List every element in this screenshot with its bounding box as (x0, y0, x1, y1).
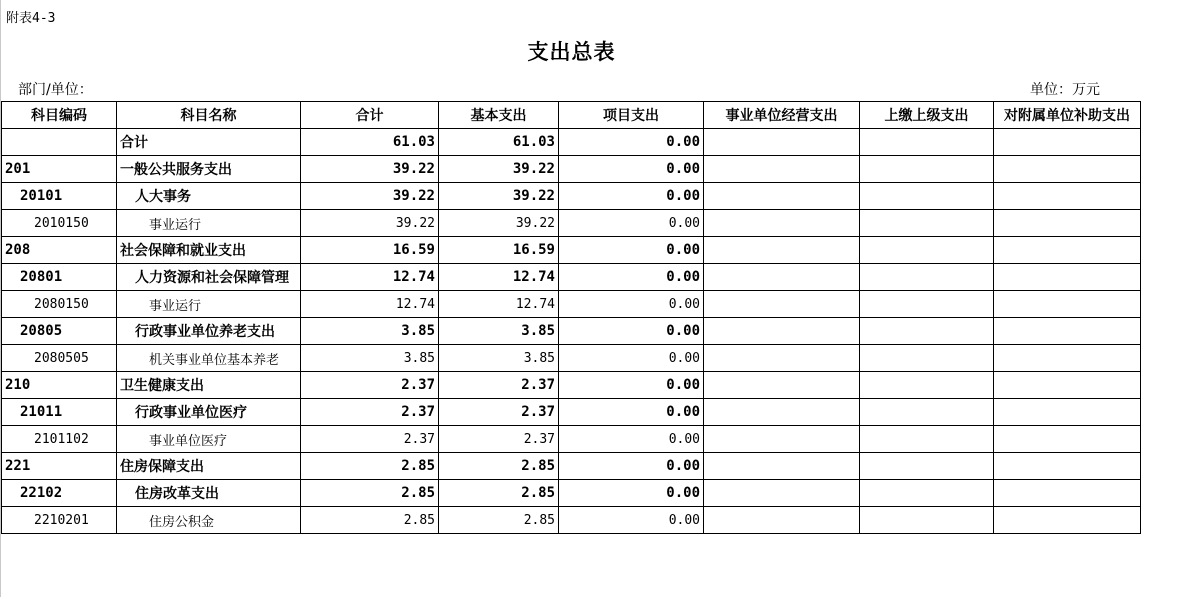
cell-business[interactable] (704, 399, 860, 426)
cell-total[interactable]: 16.59 (301, 237, 439, 264)
cell-business[interactable] (704, 507, 860, 534)
cell-business[interactable] (704, 345, 860, 372)
cell-business[interactable] (704, 453, 860, 480)
cell-remit[interactable] (860, 480, 994, 507)
table-row[interactable] (2, 399, 1141, 426)
department-label: 部门/单位： (18, 82, 93, 98)
page-title: 支出总表 (527, 40, 616, 64)
cell-basic[interactable]: 2.85 (439, 453, 559, 480)
cell-subsidy[interactable] (994, 426, 1141, 453)
cell-subsidy[interactable] (994, 183, 1141, 210)
cell-project[interactable]: 0.00 (559, 237, 704, 264)
cell-total[interactable]: 61.03 (301, 129, 439, 156)
cell-business[interactable] (704, 156, 860, 183)
cell-code[interactable]: 2080505 (2, 345, 117, 372)
cell-subsidy[interactable] (994, 264, 1141, 291)
cell-total[interactable]: 3.85 (301, 345, 439, 372)
cell-remit[interactable] (860, 129, 994, 156)
cell-basic[interactable]: 2.85 (439, 480, 559, 507)
col-header-remit: 上缴上级支出 (860, 102, 994, 129)
cell-basic[interactable]: 2.37 (439, 426, 559, 453)
col-header-code: 科目编码 (2, 102, 117, 129)
table-row[interactable] (2, 345, 1141, 372)
cell-remit[interactable] (860, 318, 994, 345)
cell-remit[interactable] (860, 291, 994, 318)
col-header-project: 项目支出 (559, 102, 704, 129)
cell-code[interactable]: 2210201 (2, 507, 117, 534)
cell-code[interactable]: 210 (2, 372, 117, 399)
table-row[interactable] (2, 264, 1141, 291)
cell-name[interactable]: 住房保障支出 (117, 453, 301, 480)
cell-basic[interactable]: 16.59 (439, 237, 559, 264)
cell-name[interactable]: 事业单位医疗 (117, 426, 301, 453)
table-row[interactable] (2, 426, 1141, 453)
cell-business[interactable] (704, 264, 860, 291)
col-header-basic: 基本支出 (439, 102, 559, 129)
table-row[interactable] (2, 210, 1141, 237)
cell-subsidy[interactable] (994, 372, 1141, 399)
cell-basic[interactable]: 39.22 (439, 156, 559, 183)
cell-project[interactable]: 0.00 (559, 345, 704, 372)
cell-basic[interactable]: 39.22 (439, 210, 559, 237)
cell-subsidy[interactable] (994, 237, 1141, 264)
col-header-name: 科目名称 (117, 102, 301, 129)
table-row[interactable] (2, 318, 1141, 345)
cell-code[interactable]: 22102 (2, 480, 117, 507)
cell-code[interactable] (2, 129, 117, 156)
cell-total[interactable]: 2.85 (301, 480, 439, 507)
cell-remit[interactable] (860, 507, 994, 534)
cell-subsidy[interactable] (994, 480, 1141, 507)
cell-code[interactable]: 2080150 (2, 291, 117, 318)
cell-project[interactable]: 0.00 (559, 399, 704, 426)
cell-business[interactable] (704, 129, 860, 156)
table-row[interactable] (2, 507, 1141, 534)
col-header-total: 合计 (301, 102, 439, 129)
cell-remit[interactable] (860, 453, 994, 480)
col-header-business: 事业单位经营支出 (704, 102, 860, 129)
expenditure-table (1, 101, 1141, 534)
table-row[interactable] (2, 372, 1141, 399)
cell-total[interactable]: 2.85 (301, 507, 439, 534)
unit-label: 单位：万元 (1030, 82, 1100, 98)
cell-total[interactable]: 2.37 (301, 399, 439, 426)
cell-total[interactable]: 39.22 (301, 210, 439, 237)
cell-remit[interactable] (860, 426, 994, 453)
cell-basic[interactable]: 2.85 (439, 507, 559, 534)
table-body (2, 129, 1141, 534)
cell-remit[interactable] (860, 237, 994, 264)
cell-project[interactable]: 0.00 (559, 156, 704, 183)
cell-project[interactable]: 0.00 (559, 453, 704, 480)
cell-name[interactable]: 事业运行 (117, 291, 301, 318)
table-row[interactable] (2, 480, 1141, 507)
cell-basic[interactable]: 2.37 (439, 399, 559, 426)
cell-business[interactable] (704, 372, 860, 399)
cell-code[interactable]: 20801 (2, 264, 117, 291)
cell-remit[interactable] (860, 399, 994, 426)
cell-total[interactable]: 2.37 (301, 426, 439, 453)
cell-basic[interactable]: 39.22 (439, 183, 559, 210)
cell-subsidy[interactable] (994, 318, 1141, 345)
cell-project[interactable]: 0.00 (559, 264, 704, 291)
cell-business[interactable] (704, 480, 860, 507)
cell-subsidy[interactable] (994, 507, 1141, 534)
cell-code[interactable]: 201 (2, 156, 117, 183)
cell-subsidy[interactable] (994, 345, 1141, 372)
cell-basic[interactable]: 3.85 (439, 345, 559, 372)
cell-code[interactable]: 2010150 (2, 210, 117, 237)
cell-project[interactable]: 0.00 (559, 291, 704, 318)
cell-business[interactable] (704, 237, 860, 264)
cell-code[interactable]: 221 (2, 453, 117, 480)
cell-business[interactable] (704, 426, 860, 453)
table-row[interactable] (2, 183, 1141, 210)
table-header-row (2, 102, 1141, 129)
cell-name[interactable]: 事业运行 (117, 210, 301, 237)
cell-name[interactable]: 住房公积金 (117, 507, 301, 534)
cell-subsidy[interactable] (994, 210, 1141, 237)
cell-remit[interactable] (860, 372, 994, 399)
col-header-subsidy: 对附属单位补助支出 (994, 102, 1141, 129)
cell-subsidy[interactable] (994, 156, 1141, 183)
cell-total[interactable]: 3.85 (301, 318, 439, 345)
table-row[interactable] (2, 453, 1141, 480)
cell-name[interactable]: 人大事务 (117, 183, 301, 210)
cell-total[interactable]: 12.74 (301, 264, 439, 291)
cell-subsidy[interactable] (994, 129, 1141, 156)
cell-total[interactable]: 12.74 (301, 291, 439, 318)
cell-subsidy[interactable] (994, 291, 1141, 318)
cell-remit[interactable] (860, 210, 994, 237)
cell-name[interactable]: 卫生健康支出 (117, 372, 301, 399)
cell-name[interactable]: 一般公共服务支出 (117, 156, 301, 183)
cell-subsidy[interactable] (994, 453, 1141, 480)
cell-subsidy[interactable] (994, 399, 1141, 426)
appendix-label: 附表4-3 (6, 11, 56, 26)
cell-basic[interactable]: 12.74 (439, 291, 559, 318)
cell-basic[interactable]: 61.03 (439, 129, 559, 156)
cell-remit[interactable] (860, 183, 994, 210)
cell-business[interactable] (704, 183, 860, 210)
cell-basic[interactable]: 12.74 (439, 264, 559, 291)
cell-total[interactable]: 39.22 (301, 156, 439, 183)
cell-project[interactable]: 0.00 (559, 210, 704, 237)
cell-code[interactable]: 208 (2, 237, 117, 264)
cell-remit[interactable] (860, 156, 994, 183)
cell-business[interactable] (704, 318, 860, 345)
cell-name[interactable]: 社会保障和就业支出 (117, 237, 301, 264)
cell-name[interactable]: 行政事业单位养老支出 (117, 318, 301, 345)
cell-project[interactable]: 0.00 (559, 426, 704, 453)
cell-name[interactable]: 住房改革支出 (117, 480, 301, 507)
cell-project[interactable]: 0.00 (559, 318, 704, 345)
table-row[interactable] (2, 291, 1141, 318)
cell-total[interactable]: 2.85 (301, 453, 439, 480)
cell-project[interactable]: 0.00 (559, 372, 704, 399)
cell-code[interactable]: 20805 (2, 318, 117, 345)
table-row[interactable] (2, 129, 1141, 156)
cell-total[interactable]: 39.22 (301, 183, 439, 210)
table-row[interactable] (2, 237, 1141, 264)
cell-name[interactable]: 合计 (117, 129, 301, 156)
cell-basic[interactable]: 3.85 (439, 318, 559, 345)
cell-project[interactable]: 0.00 (559, 183, 704, 210)
cell-business[interactable] (704, 210, 860, 237)
cell-name[interactable]: 机关事业单位基本养老 (117, 345, 301, 372)
cell-project[interactable]: 0.00 (559, 507, 704, 534)
cell-code[interactable]: 21011 (2, 399, 117, 426)
cell-business[interactable] (704, 291, 860, 318)
cell-code[interactable]: 2101102 (2, 426, 117, 453)
table-row[interactable] (2, 156, 1141, 183)
cell-project[interactable]: 0.00 (559, 480, 704, 507)
cell-code[interactable]: 20101 (2, 183, 117, 210)
cell-total[interactable]: 2.37 (301, 372, 439, 399)
cell-basic[interactable]: 2.37 (439, 372, 559, 399)
cell-name[interactable]: 行政事业单位医疗 (117, 399, 301, 426)
cell-remit[interactable] (860, 264, 994, 291)
cell-name[interactable]: 人力资源和社会保障管理 (117, 264, 301, 291)
cell-project[interactable]: 0.00 (559, 129, 704, 156)
cell-remit[interactable] (860, 345, 994, 372)
